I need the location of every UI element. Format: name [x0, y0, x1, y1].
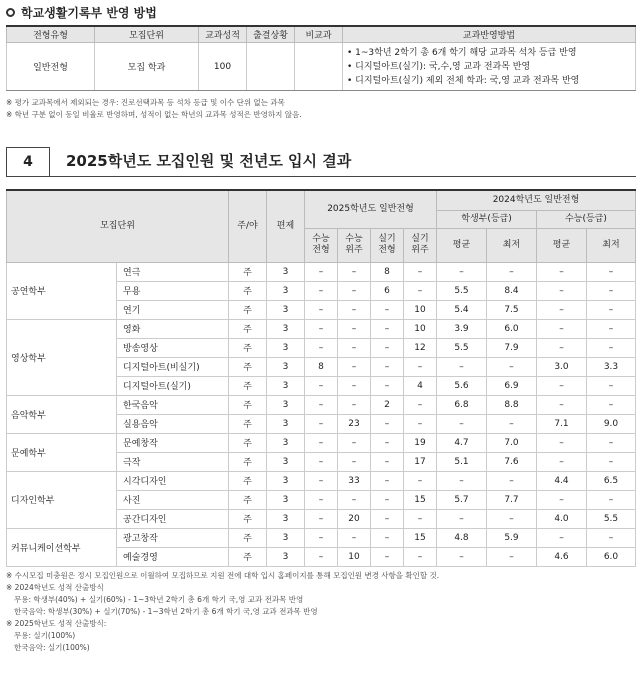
- value-cell: –: [371, 452, 404, 471]
- major-cell: 한국음악: [117, 395, 229, 414]
- quota-cell: 3: [267, 357, 305, 376]
- header-sub: 평균: [537, 228, 587, 262]
- value-cell: 8: [371, 262, 404, 281]
- daynight-cell: 주: [229, 490, 267, 509]
- value-cell: 7.1: [537, 414, 587, 433]
- daynight-cell: 주: [229, 547, 267, 566]
- value-cell: –: [404, 547, 437, 566]
- value-cell: –: [371, 509, 404, 528]
- value-cell: 3.3: [587, 357, 636, 376]
- header-unit: 모집단위: [7, 190, 229, 262]
- value-cell: –: [404, 509, 437, 528]
- daynight-cell: 주: [229, 300, 267, 319]
- value-cell: –: [537, 376, 587, 395]
- note: ※ 2024학년도 성적 산출방식: [6, 583, 104, 592]
- value-cell: –: [338, 262, 371, 281]
- value-cell: 7.0: [487, 433, 537, 452]
- value-cell: 19: [404, 433, 437, 452]
- quota-cell: 3: [267, 490, 305, 509]
- value-cell: 6.9: [487, 376, 537, 395]
- major-cell: 디지털아트(비실기): [117, 357, 229, 376]
- value-cell: –: [587, 376, 636, 395]
- cell-method: [343, 43, 636, 91]
- value-cell: –: [338, 490, 371, 509]
- quota-cell: 3: [267, 338, 305, 357]
- value-cell: 4.8: [437, 528, 487, 547]
- header-2025: 2025학년도 일반전형: [305, 190, 437, 228]
- value-cell: –: [587, 395, 636, 414]
- note: 한국음악: 실기(100%): [14, 643, 90, 652]
- note: ※ 평가 교과목에서 제외되는 경우: 진로선택과목 등 석차 등급 및 이수 단위 없는 과목: [6, 98, 285, 107]
- header-attendance: 출결상황: [247, 26, 295, 43]
- results-body: [7, 262, 636, 566]
- table-row: [7, 433, 636, 452]
- value-cell: 17: [404, 452, 437, 471]
- section4-title: 2025학년도 모집인원 및 전년도 입시 결과: [66, 152, 352, 170]
- major-cell: 광고창작: [117, 528, 229, 547]
- value-cell: –: [437, 471, 487, 490]
- value-cell: –: [587, 262, 636, 281]
- quota-cell: 3: [267, 300, 305, 319]
- value-cell: –: [537, 281, 587, 300]
- value-cell: –: [437, 547, 487, 566]
- value-cell: –: [537, 319, 587, 338]
- daynight-cell: 주: [229, 433, 267, 452]
- daynight-cell: 주: [229, 281, 267, 300]
- value-cell: –: [371, 433, 404, 452]
- value-cell: –: [537, 395, 587, 414]
- header-sub: 수능 위주: [338, 228, 371, 262]
- value-cell: 4.7: [437, 433, 487, 452]
- value-cell: 8.4: [487, 281, 537, 300]
- value-cell: 7.9: [487, 338, 537, 357]
- cell-grade: 100: [199, 43, 247, 91]
- value-cell: 8.8: [487, 395, 537, 414]
- major-cell: 사진: [117, 490, 229, 509]
- header-sub: 최저: [487, 228, 537, 262]
- value-cell: –: [305, 414, 338, 433]
- value-cell: –: [587, 433, 636, 452]
- daynight-cell: 주: [229, 528, 267, 547]
- method-line: • 1~3학년 2학기 총 6개 학기 해당 교과목 석차 등급 반영: [347, 47, 577, 58]
- value-cell: –: [338, 319, 371, 338]
- department-cell: 영상학부: [7, 319, 117, 395]
- value-cell: –: [305, 395, 338, 414]
- department-cell: 커뮤니케이션학부: [7, 528, 117, 566]
- value-cell: –: [537, 452, 587, 471]
- major-cell: 영화: [117, 319, 229, 338]
- cell-extra: [295, 43, 343, 91]
- value-cell: –: [487, 414, 537, 433]
- quota-cell: 3: [267, 452, 305, 471]
- major-cell: 무용: [117, 281, 229, 300]
- value-cell: 15: [404, 490, 437, 509]
- value-cell: –: [437, 357, 487, 376]
- value-cell: –: [487, 471, 537, 490]
- value-cell: –: [487, 547, 537, 566]
- header-unit: 모집단위: [95, 26, 199, 43]
- note: 한국음악: 학생부(30%) + 실기(70%) - 1~3학년 2학기 총 6개 학기 국,영 교과 전과목 반영: [14, 607, 318, 616]
- value-cell: 3.9: [437, 319, 487, 338]
- divider: [6, 176, 636, 177]
- major-cell: 디지털아트(실기): [117, 376, 229, 395]
- note: ※ 학년 구분 없이 동일 비율로 반영하며, 성적이 없는 학년의 교과목 성적은 반영하지 않음.: [6, 110, 302, 119]
- value-cell: –: [587, 338, 636, 357]
- table-row: [7, 262, 636, 281]
- value-cell: –: [338, 528, 371, 547]
- value-cell: –: [305, 262, 338, 281]
- daynight-cell: 주: [229, 471, 267, 490]
- table-row: [7, 395, 636, 414]
- value-cell: –: [537, 433, 587, 452]
- daynight-cell: 주: [229, 319, 267, 338]
- note: 무용: 학생부(40%) + 실기(60%) - 1~3학년 2학기 총 6개 학기 국,영 교과 전과목 반영: [14, 595, 304, 604]
- major-cell: 실용음악: [117, 414, 229, 433]
- header-sub: 실기 전형: [371, 228, 404, 262]
- admission-results-table: [6, 189, 636, 567]
- value-cell: –: [371, 357, 404, 376]
- quota-cell: 3: [267, 471, 305, 490]
- value-cell: –: [537, 262, 587, 281]
- value-cell: –: [305, 452, 338, 471]
- value-cell: 6.8: [437, 395, 487, 414]
- value-cell: 2: [371, 395, 404, 414]
- value-cell: –: [305, 528, 338, 547]
- value-cell: –: [371, 300, 404, 319]
- note: 무용: 실기(100%): [14, 631, 76, 640]
- value-cell: 4.6: [537, 547, 587, 566]
- value-cell: –: [404, 281, 437, 300]
- daynight-cell: 주: [229, 357, 267, 376]
- section-title: [6, 4, 157, 21]
- quota-cell: 3: [267, 414, 305, 433]
- value-cell: –: [305, 376, 338, 395]
- value-cell: –: [437, 414, 487, 433]
- value-cell: –: [437, 509, 487, 528]
- quota-cell: 3: [267, 281, 305, 300]
- value-cell: 4.0: [537, 509, 587, 528]
- header-sub: 수능 전형: [305, 228, 338, 262]
- value-cell: 5.5: [437, 281, 487, 300]
- department-cell: 문예학부: [7, 433, 117, 471]
- header-sub: 실기 위주: [404, 228, 437, 262]
- value-cell: –: [587, 319, 636, 338]
- value-cell: 5.4: [437, 300, 487, 319]
- value-cell: –: [338, 338, 371, 357]
- value-cell: –: [305, 509, 338, 528]
- value-cell: –: [487, 262, 537, 281]
- value-cell: –: [338, 395, 371, 414]
- cell-attendance: [247, 43, 295, 91]
- department-cell: 공연학부: [7, 262, 117, 319]
- value-cell: –: [537, 300, 587, 319]
- method-line: • 디지털아트(실기): 국,수,영 교과 전과목 반영: [347, 61, 531, 72]
- value-cell: 33: [338, 471, 371, 490]
- value-cell: –: [371, 338, 404, 357]
- value-cell: –: [537, 528, 587, 547]
- value-cell: –: [305, 547, 338, 566]
- value-cell: 3.0: [537, 357, 587, 376]
- section-number: 4: [6, 147, 50, 176]
- value-cell: –: [371, 528, 404, 547]
- value-cell: 5.6: [437, 376, 487, 395]
- value-cell: 10: [404, 300, 437, 319]
- major-cell: 방송영상: [117, 338, 229, 357]
- table-row: [7, 528, 636, 547]
- note: ※ 수시모집 미충원은 정시 모집인원으로 이월하여 모집하므로 지원 전에 대학 입시 홈페이지를 통해 모집인원 변경 사항을 확인할 것.: [6, 571, 440, 580]
- grade-method-table: [6, 25, 636, 91]
- daynight-cell: 주: [229, 509, 267, 528]
- value-cell: –: [305, 319, 338, 338]
- major-cell: 극작: [117, 452, 229, 471]
- value-cell: –: [305, 471, 338, 490]
- circle-bullet-icon: [6, 8, 15, 17]
- value-cell: –: [305, 300, 338, 319]
- notes-section1: [6, 97, 302, 121]
- daynight-cell: 주: [229, 395, 267, 414]
- notes-section4: [6, 570, 439, 654]
- value-cell: –: [437, 262, 487, 281]
- value-cell: –: [587, 281, 636, 300]
- value-cell: 7.7: [487, 490, 537, 509]
- header-extra: 비교과: [295, 26, 343, 43]
- value-cell: –: [371, 319, 404, 338]
- value-cell: 6.5: [587, 471, 636, 490]
- daynight-cell: 주: [229, 376, 267, 395]
- major-cell: 시각디자인: [117, 471, 229, 490]
- header-grade: 교과성적: [199, 26, 247, 43]
- value-cell: –: [338, 281, 371, 300]
- quota-cell: 3: [267, 319, 305, 338]
- note: ※ 2025학년도 성적 산출방식:: [6, 619, 107, 628]
- quota-cell: 3: [267, 395, 305, 414]
- header-sub: 평균: [437, 228, 487, 262]
- quota-cell: 3: [267, 376, 305, 395]
- value-cell: –: [371, 547, 404, 566]
- value-cell: 7.5: [487, 300, 537, 319]
- header-type: 전형유형: [7, 26, 95, 43]
- value-cell: –: [338, 433, 371, 452]
- daynight-cell: 주: [229, 262, 267, 281]
- value-cell: –: [487, 509, 537, 528]
- value-cell: –: [338, 376, 371, 395]
- value-cell: 5.5: [437, 338, 487, 357]
- value-cell: –: [587, 528, 636, 547]
- value-cell: 6.0: [587, 547, 636, 566]
- quota-cell: 3: [267, 547, 305, 566]
- quota-cell: 3: [267, 262, 305, 281]
- value-cell: 5.9: [487, 528, 537, 547]
- value-cell: 6: [371, 281, 404, 300]
- section4-header: [6, 147, 636, 177]
- header-csat: 수능(등급): [537, 210, 636, 228]
- daynight-cell: 주: [229, 414, 267, 433]
- major-cell: 공간디자인: [117, 509, 229, 528]
- quota-cell: 3: [267, 528, 305, 547]
- section-title-text: 학교생활기록부 반영 방법: [21, 6, 157, 20]
- value-cell: 7.6: [487, 452, 537, 471]
- value-cell: 15: [404, 528, 437, 547]
- value-cell: –: [537, 490, 587, 509]
- value-cell: –: [338, 357, 371, 376]
- header-student: 학생부(등급): [437, 210, 537, 228]
- value-cell: 5.5: [587, 509, 636, 528]
- value-cell: –: [305, 281, 338, 300]
- value-cell: 12: [404, 338, 437, 357]
- table-row: [7, 319, 636, 338]
- department-cell: 디자인학부: [7, 471, 117, 528]
- value-cell: –: [305, 433, 338, 452]
- header-daynight: 주/야: [229, 190, 267, 262]
- value-cell: –: [371, 471, 404, 490]
- value-cell: –: [404, 357, 437, 376]
- quota-cell: 3: [267, 433, 305, 452]
- header-quota: 편제: [267, 190, 305, 262]
- value-cell: –: [537, 338, 587, 357]
- value-cell: –: [305, 490, 338, 509]
- table-row: [7, 43, 636, 91]
- value-cell: –: [404, 395, 437, 414]
- value-cell: –: [487, 357, 537, 376]
- department-cell: 음악학부: [7, 395, 117, 433]
- value-cell: –: [338, 300, 371, 319]
- value-cell: 8: [305, 357, 338, 376]
- value-cell: 6.0: [487, 319, 537, 338]
- quota-cell: 3: [267, 509, 305, 528]
- value-cell: –: [371, 490, 404, 509]
- cell-type: 일반전형: [7, 43, 95, 91]
- header-2024: 2024학년도 일반전형: [437, 190, 636, 210]
- value-cell: –: [371, 376, 404, 395]
- value-cell: –: [404, 262, 437, 281]
- value-cell: 4.4: [537, 471, 587, 490]
- major-cell: 연기: [117, 300, 229, 319]
- value-cell: 5.7: [437, 490, 487, 509]
- header-sub: 최저: [587, 228, 636, 262]
- value-cell: –: [587, 452, 636, 471]
- major-cell: 연극: [117, 262, 229, 281]
- daynight-cell: 주: [229, 338, 267, 357]
- value-cell: –: [587, 490, 636, 509]
- method-line: • 디지털아트(실기) 제외 전체 학과: 국,영 교과 전과목 반영: [347, 75, 580, 86]
- cell-unit: 모집 학과: [95, 43, 199, 91]
- header-method: 교과반영방법: [343, 26, 636, 43]
- major-cell: 예술경영: [117, 547, 229, 566]
- value-cell: –: [305, 338, 338, 357]
- table-row: [7, 471, 636, 490]
- value-cell: 23: [338, 414, 371, 433]
- value-cell: –: [338, 452, 371, 471]
- value-cell: 5.1: [437, 452, 487, 471]
- major-cell: 문예창작: [117, 433, 229, 452]
- value-cell: 9.0: [587, 414, 636, 433]
- value-cell: –: [404, 414, 437, 433]
- value-cell: 4: [404, 376, 437, 395]
- value-cell: –: [404, 471, 437, 490]
- value-cell: –: [587, 300, 636, 319]
- value-cell: –: [371, 414, 404, 433]
- daynight-cell: 주: [229, 452, 267, 471]
- value-cell: 10: [338, 547, 371, 566]
- value-cell: 20: [338, 509, 371, 528]
- value-cell: 10: [404, 319, 437, 338]
